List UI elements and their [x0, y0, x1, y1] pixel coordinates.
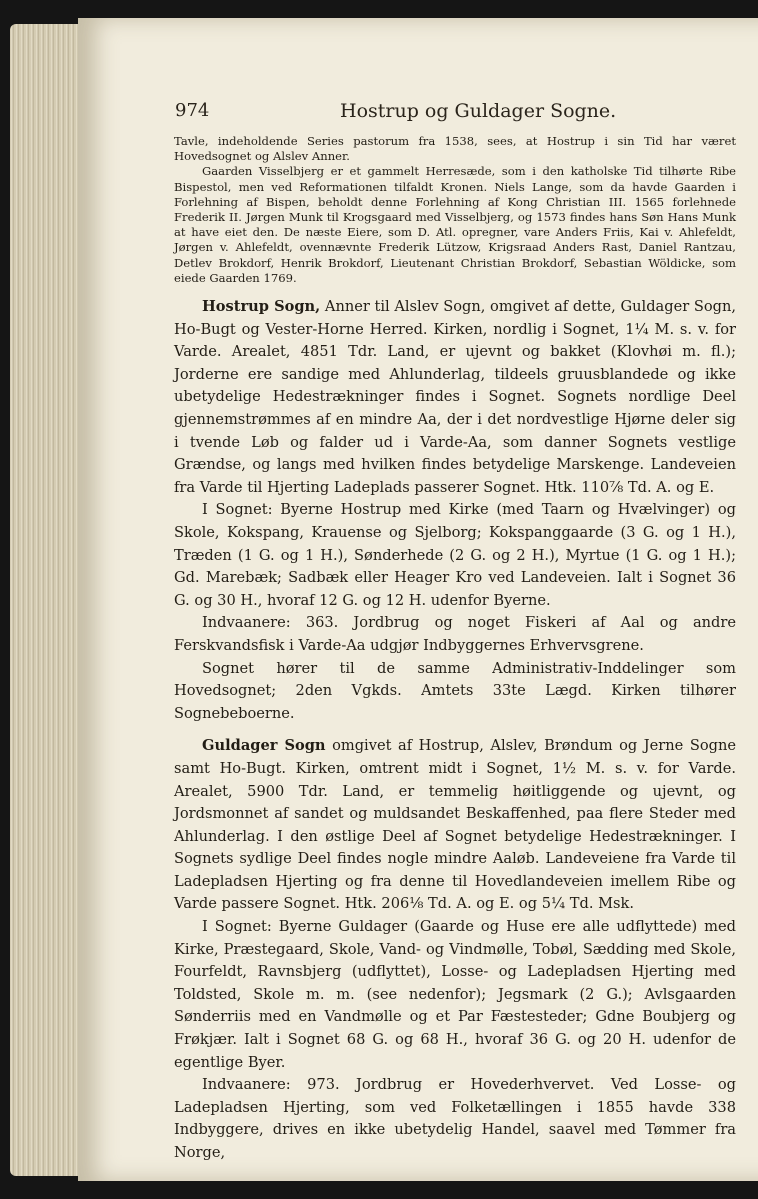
hostrup-heading: Hostrup Sogn,: [202, 298, 321, 316]
section-hostrup: [174, 296, 736, 725]
page-header: [175, 100, 735, 128]
hostrup-p3: Indvaanere: 363. Jordbrug og noget Fiskeri af Aal og andre Ferskvandsfisk i Varde-Aa udgjør Indbyggernes Erhvervsgrene.: [174, 614, 736, 654]
guldager-heading: Guldager Sogn: [202, 737, 326, 755]
guldager-p3: Indvaanere: 973. Jordbrug er Hovederhvervet. Ved Losse- og Ladepladsen Hjerting, som ved Folketællingen i 1855 havde 338 Indbyggere, drives en ikke ubetydelig Handel, saavel med Tømmer fra Norge,: [174, 1076, 736, 1161]
small-print-section: [174, 134, 736, 286]
paragraph-visselbjerg: Gaarden Visselbjerg er et gammelt Herresæde, som i den katholske Tid tilhørte Ribe Bispestol, men ved Reformationen tilfaldt Kronen. Niels Lange, som da havde Gaarden i Forlehning af Bispen, beholdt denne Forlehning af Kong Christian III. 1565 forlehnede Frederik II. Jørgen Munk til Krogsgaard med Visselbjerg, og 1573 findes hans Søn Hans Munk at have eiet den. De næste Eiere, som D. Atl. opregner, vare Anders Friis, Kai v. Ahlefeldt, Jørgen v. Ahlefeldt, ovennævnte Frederik Lützow, Krigsraad Anders Rast, Daniel Rantzau, Detlev Brokdorf, Henrik Brokdorf, Lieutenant Christian Brokdorf, Sebastian Wöldicke, som eiede Gaarden 1769.: [174, 164, 736, 285]
body-text: [174, 134, 736, 1165]
section-guldager: [174, 735, 736, 1164]
hostrup-intro: [174, 296, 736, 499]
hostrup-p2: I Sognet: Byerne Hostrup med Kirke (med Taarn og Hvælvinger) og Skole, Kokspang, Krauense og Sjelborg; Kokspanggaarde (3 G. og 1 H.), Træden (1 G. og 1 H.), Sønderhede (2 G. og 2 H.), Myrtue (1 G. og 1 H.); Gd. Marebæk; Sadbæk eller Heager Kro ved Landeveien. Ialt i Sognet 36 G. og 30 H., hvoraf 12 G. og 12 H. udenfor Byerne.: [174, 501, 736, 609]
running-title: Hostrup og Guldager Sogne.: [340, 100, 617, 122]
paragraph-tavle: Tavle, indeholdende Series pastorum fra 1538, sees, at Hostrup i sin Tid har været Hovedsognet og Alslev Anner.: [174, 134, 736, 164]
guldager-p2: I Sognet: Byerne Guldager (Gaarde og Huse ere alle udflyttede) med Kirke, Præstegaard, Skole, Vand- og Vindmølle, Tobøl, Sædding med Skole, Fourfeldt, Ravnsbjerg (udflyttet), Losse- og Ladepladsen Hjerting med Toldsted, Skole m. m. (see nedenfor); Jegsmark (2 G.); Avlsgaarden Sønderriis med en Vandmølle og et Par Fæstesteder; Gdne Boubjerg og Frøkjær. Ialt i Sognet 68 G. og 68 H., hvoraf 36 G. og 20 H. udenfor de egentlige Byer.: [174, 918, 736, 1071]
hostrup-p1: Anner til Alslev Sogn, omgivet af dette, Guldager Sogn, Ho-Bugt og Vester-Horne Herred. Kirken, nordlig i Sognet, 1¼ M. s. v. for Varde. Arealet, 4851 Tdr. Land, er ujevnt og bakket (Klovhøi m. fl.); Jorderne ere sandige med Ahlunderlag, tildeels gruusblandede og ikke ubetydelige Hedestrækninger findes i Sognet. Sognets nordlige Deel gjennemstrømmes af en mindre Aa, der i det nordvestlige Hjørne deler sig i tvende Løb og falder ud i Varde-Aa, som danner Sognets vestlige Grændse, og langs med hvilken findes betydelige Marskenge. Landeveien fra Varde til Hjerting Ladeplads passerer Sognet. Htk. 110⅞ Td. A. og E.: [174, 298, 737, 496]
guldager-intro: [174, 735, 736, 916]
guldager-p1: omgivet af Hostrup, Alslev, Brøndum og Jerne Sogne samt Ho-Bugt. Kirken, omtrent midt i Sognet, 1½ M. s. v. for Varde. Arealet, 5900 Tdr. Land, er temmelig høitliggende og ujevnt, og Jordsmonnet af sandet og muldsandet Beskaffenhed, paa flere Steder med Ahlunderlag. I den østlige Deel af Sognet betydelige Hedestrækninger. I Sognets sydlige Deel findes nogle mindre Aaløb. Landeveiene fra Varde til Ladepladsen Hjerting og fra denne til Hovedlandeveien imellem Ribe og Varde passere Sognet. Htk. 206⅛ Td. A. og E. og 5¼ Td. Msk.: [174, 737, 736, 913]
hostrup-p4: Sognet hører til de samme Administrativ-Inddelinger som Hovedsognet; 2den Vgkds. Amtets 33te Lægd. Kirken tilhører Sognebeboerne.: [174, 659, 736, 722]
page-number: 974: [175, 100, 210, 121]
